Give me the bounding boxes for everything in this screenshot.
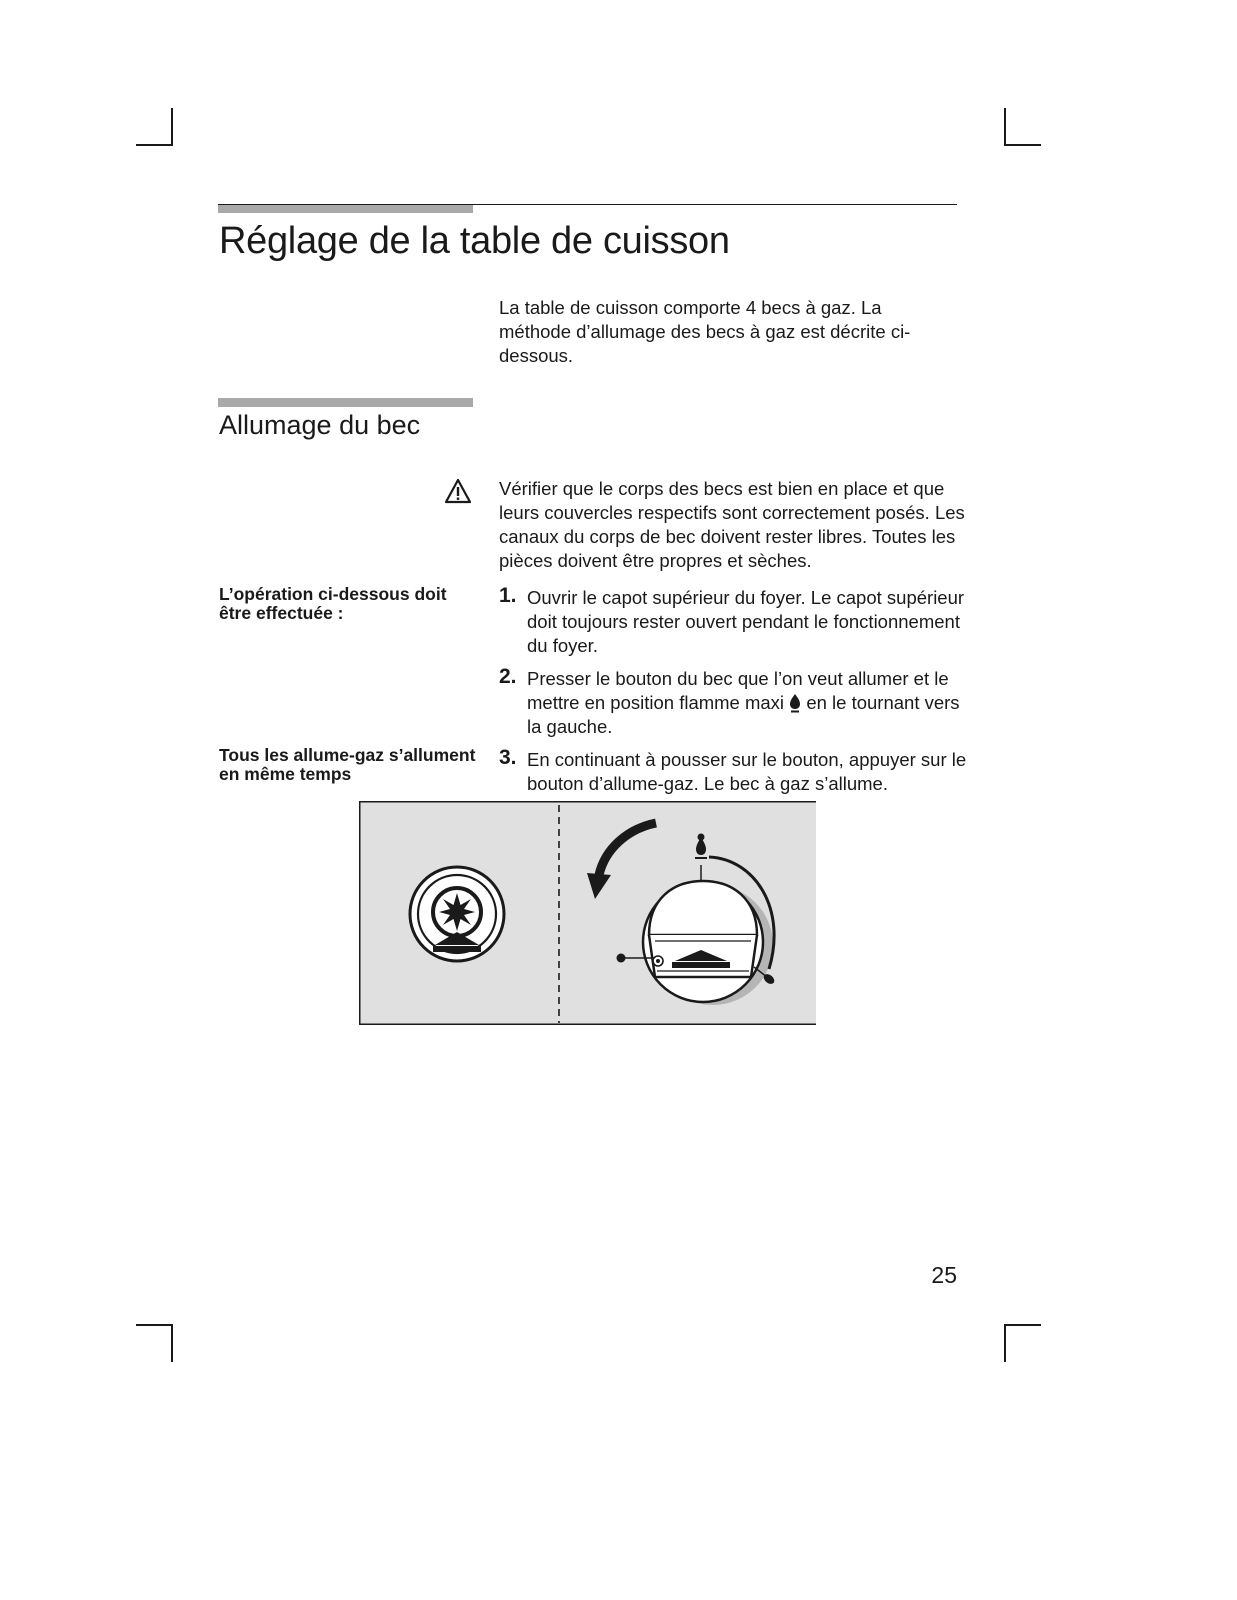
igniter-button-icon xyxy=(410,867,504,961)
step-number: 3. xyxy=(499,746,517,769)
crop-mark-top-left-v xyxy=(171,108,173,146)
crop-mark-top-left-h xyxy=(136,144,173,146)
burner-ignition-figure xyxy=(359,801,816,1025)
step-number: 2. xyxy=(499,665,517,688)
crop-mark-bottom-right-v xyxy=(1004,1324,1006,1362)
step-number: 1. xyxy=(499,584,517,607)
step-text-after: en le tournant vers la gauche. xyxy=(527,692,960,737)
section-accent-bar xyxy=(218,398,473,407)
section-title: Allumage du bec xyxy=(219,410,421,440)
crop-mark-top-right-v xyxy=(1004,108,1006,146)
page-title: Réglage de la table de cuisson xyxy=(219,220,730,262)
large-flame-icon xyxy=(789,693,801,713)
crop-mark-top-right-h xyxy=(1004,144,1041,146)
step-text xyxy=(527,667,967,739)
warning-triangle-icon xyxy=(444,478,472,504)
crop-mark-bottom-left-v xyxy=(171,1324,173,1362)
step-text: En continuant à pousser sur le bouton, appuyer sur le bouton d’allume-gaz. Le bec à gaz s’allume. xyxy=(527,749,967,794)
page-number: 25 xyxy=(931,1262,957,1288)
side-note-operation: L’opération ci-dessous doit être effectuée : xyxy=(219,584,447,623)
warning-paragraph: Vérifier que le corps des becs est bien en place et que leurs couvercles respectifs sont correctement posés. Les canaux du corps de bec doivent rester libres. Toutes les pièces doivent être propres et sèches. xyxy=(499,478,965,571)
crop-mark-bottom-left-h xyxy=(136,1324,173,1326)
crop-mark-bottom-right-h xyxy=(1004,1324,1041,1326)
step-text-before: Presser le bouton du bec que l’on veut allumer et le mettre en position flamme maxi xyxy=(527,668,949,713)
step-text: Ouvrir le capot supérieur du foyer. Le capot supérieur doit toujours rester ouvert pendant le fonctionnement du foyer. xyxy=(527,587,965,656)
title-accent-bar xyxy=(218,204,473,213)
title-rule xyxy=(218,204,957,205)
intro-paragraph: La table de cuisson comporte 4 becs à gaz. La méthode d’allumage des becs à gaz est décrite ci-dessous. xyxy=(499,297,911,366)
side-note-igniters: Tous les allume-gaz s’allument en même temps xyxy=(219,745,476,784)
